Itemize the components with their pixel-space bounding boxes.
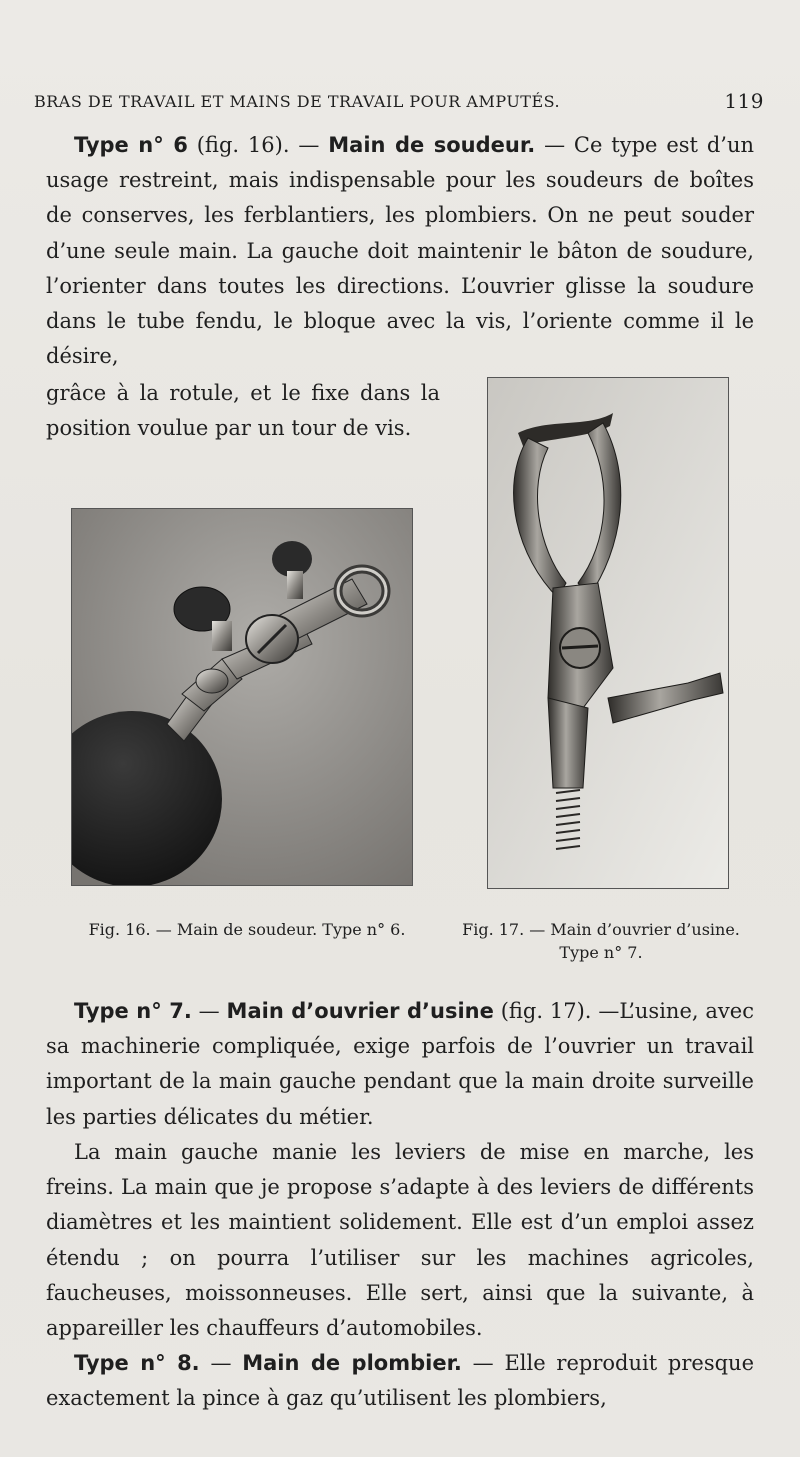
type-7-text: (fig. 17). —L’usine, avec sa machinerie compliquée, exige parfois de l’ouvrier un travail important de la main gauche pendant que la main droite surveille les parties délicates du métier.	[46, 999, 754, 1129]
factory-hand-illustration	[488, 378, 728, 888]
type-8-title: Main de plombier.	[242, 1351, 462, 1375]
figure-16-photo	[71, 508, 413, 886]
paragraph-levers	[46, 1135, 754, 1346]
type-7-heading: Type n° 7.	[74, 999, 192, 1023]
figure-17-caption: Fig. 17. — Main d’ouvrier d’usine. Type n° 7.	[462, 920, 740, 962]
paragraph-type-6-continued	[46, 376, 440, 446]
type-8-text: — Elle reproduit presque exactement la pince à gaz qu’utilisent les plombiers,	[46, 1351, 754, 1411]
running-title: BRAS DE TRAVAIL ET MAINS DE TRAVAIL POUR AMPUTÉS.	[34, 92, 561, 111]
type-6-side-text: grâce à la rotule, et le fixe dans la position voulue par un tour de vis.	[46, 381, 440, 441]
paragraph-type-7: Type n° 7. — Main d’ouvrier d’usine (fig. 17). —L’usine, avec sa machinerie compliquée, exige parfois de l’ouvrier un travail important de la main gauche pendant que la main droite surveille les parties délicates du métier.	[46, 999, 754, 1129]
figure-17-photo	[487, 377, 729, 889]
type-6-figure-ref: (fig. 16). —	[187, 133, 329, 157]
type-6-heading: Type n° 6	[74, 133, 188, 157]
type-7-title: Main d’ouvrier d’usine	[226, 999, 494, 1023]
type-6-title: Main de soudeur.	[328, 133, 536, 157]
paragraph-type-6	[46, 128, 754, 374]
paragraph-type-8: Type n° 8. — Main de plombier. — Elle reproduit presque exactement la pince à gaz qu’utilisent les plombiers,	[46, 1351, 754, 1411]
running-header	[34, 89, 764, 113]
type-8-heading: Type n° 8.	[74, 1351, 200, 1375]
type-6-text: — Ce type est d’un usage restreint, mais indispensable pour les soudeurs de boîtes de conserves, les ferblantiers, les plombiers. On ne peut souder d’une seule main. La gauche doit maintenir le bâton de soudure, l’orienter dans toutes les directions. L’ouvrier glisse la soudure dans le tube fendu, le bloque avec la vis, l’oriente comme il le désire,	[46, 133, 755, 369]
levers-text: La main gauche manie les leviers de mise en marche, les freins. La main que je propose s’adapte à des leviers de différents diamètres et les maintient solidement. Elle est d’un emploi assez étendu ; on pourra l’utiliser sur les machines agricoles, faucheuses, moissonneuses. Elle sert, ainsi que la suivante, à appareiller les chauffeurs d’automobiles.	[46, 1140, 754, 1341]
page-number: 119	[724, 89, 764, 113]
soldering-hand-illustration	[72, 509, 412, 885]
figure-16-caption: Fig. 16. — Main de soudeur. Type n° 6.	[88, 920, 406, 939]
